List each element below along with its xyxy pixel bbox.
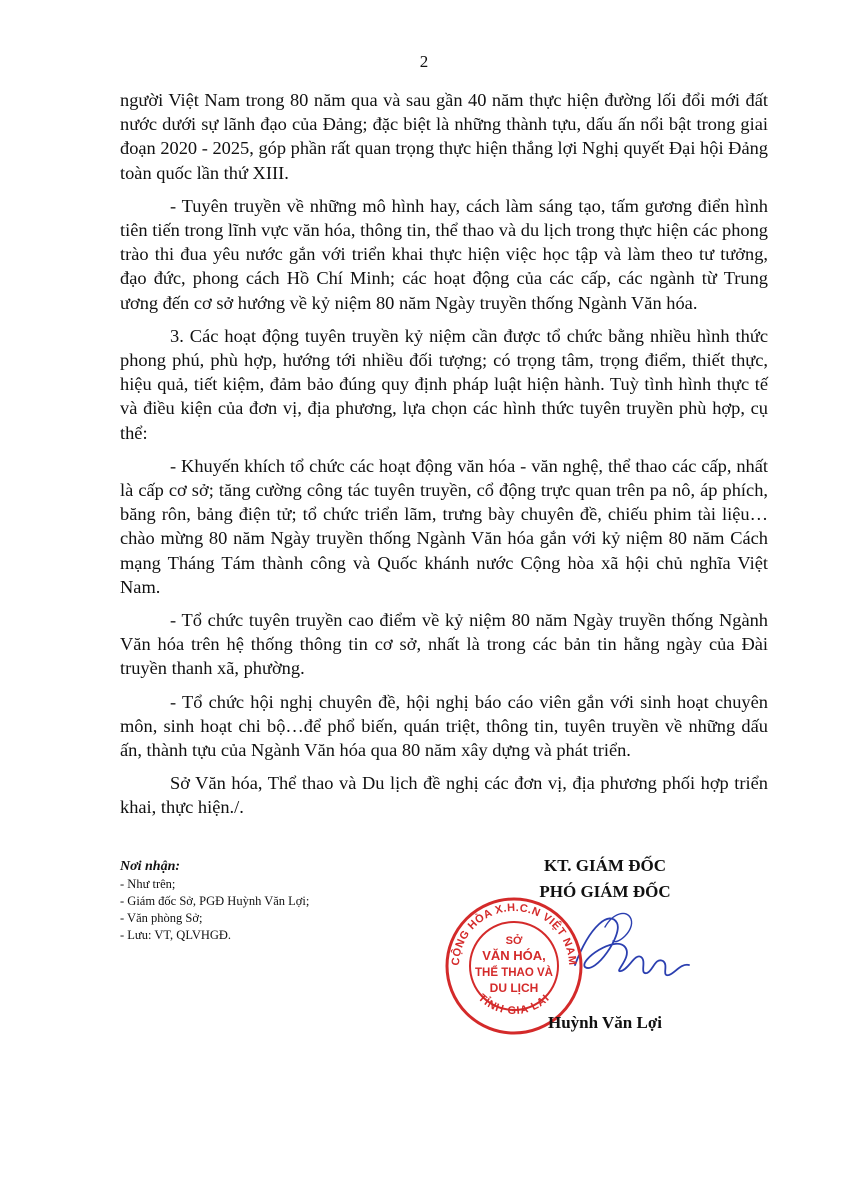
- stamp-center-line: VĂN HÓA,: [482, 948, 546, 963]
- signer-title-line2: PHÓ GIÁM ĐỐC: [539, 882, 671, 901]
- signer-name: Huỳnh Văn Lợi: [548, 1013, 662, 1032]
- paragraph: người Việt Nam trong 80 năm qua và sau gần 40 năm thực hiện đường lối đổi mới đất nước dưới sự lãnh đạo của Đảng; đặc biệt là những thành tựu, dấu ấn nổi bật trong giai đoạn 2020 - 2025, góp phần rất quan trọng thực hiện thắng lợi Nghị quyết Đại hội Đảng toàn quốc lần thứ XIII.: [120, 90, 768, 183]
- recipients-list: [120, 858, 440, 944]
- stamp-center-line: DU LỊCH: [489, 981, 539, 995]
- paragraph: 3. Các hoạt động tuyên truyền kỷ niệm cần được tổ chức bằng nhiều hình thức phong phú, phù hợp, hướng tới nhiều đối tượng; có trọng tâm, trọng điểm, thiết thực, hiệu quả, tiết kiệm, đảm bảo đúng quy định pháp luật hiện hành. Tuỳ tình hình thực tế và điều kiện của đơn vị, địa phương, lựa chọn các hình thức tuyên truyền phù hợp, cụ thể:: [120, 325, 768, 443]
- recipient-item: - Văn phòng Sở;: [120, 911, 203, 925]
- paragraph: - Tổ chức tuyên truyền cao điểm về kỷ niệm 80 năm Ngày truyền thống Ngành Văn hóa trên hệ thống thông tin cơ sở, nhất là trong các bản tin hằng ngày của Đài truyền thanh xã, phường.: [120, 610, 768, 679]
- recipient-item: - Lưu: VT, QLVHGĐ.: [120, 928, 232, 942]
- page-number: 2: [419, 52, 429, 71]
- recipient-item: - Như trên;: [120, 877, 176, 891]
- document-body: [120, 88, 768, 829]
- recipients-title: Nơi nhận:: [120, 859, 181, 874]
- paragraph: - Tuyên truyền về những mô hình hay, cách làm sáng tạo, tấm gương điển hình tiên tiến trong lĩnh vực văn hóa, thông tin, thể thao và du lịch trong thực hiện các phong trào thi đua yêu nước gắn với triển khai thực hiện việc học tập và làm theo tư tưởng, đạo đức, phong cách Hồ Chí Minh; các hoạt động của các cấp, các ngành từ Trung ương đến cơ sở hướng về kỷ niệm 80 năm Ngày truyền thống Ngành Văn hóa.: [120, 195, 768, 313]
- recipient-item: - Giám đốc Sở, PGĐ Huỳnh Văn Lợi;: [120, 894, 310, 908]
- paragraph: - Tổ chức hội nghị chuyên đề, hội nghị báo cáo viên gắn với sinh hoạt chuyên môn, sinh hoạt chi bộ…để phổ biến, quán triệt, thông tin, tuyên truyền về những dấu ấn, thành tựu của Ngành Văn hóa qua 80 năm xây dựng và phát triển.: [120, 691, 768, 761]
- signer-title-line1: KT. GIÁM ĐỐC: [544, 856, 666, 875]
- stamp-outer-text: CỘNG HÒA X.H.C.N VIỆT NAM: [449, 901, 579, 966]
- stamp-bottom-text: TỈNH GIA LAI: [475, 991, 553, 1018]
- paragraph: Sở Văn hóa, Thể thao và Du lịch đề nghị các đơn vị, địa phương phối hợp triển khai, thực hiện./.: [120, 773, 768, 818]
- stamp-center-line: SỞ: [505, 935, 523, 947]
- paragraph: - Khuyến khích tổ chức các hoạt động văn hóa - văn nghệ, thể thao các cấp, nhất là cấp cơ sở; tăng cường công tác tuyên truyền, cổ động trực quan trên pa nô, áp phích, băng rôn, bảng điện tử; tổ chức triển lãm, trưng bày chuyên đề, chiếu phim tài liệu…chào mừng 80 năm Ngày truyền thống Ngành Văn hóa gắn với kỷ niệm 80 năm Cách mạng Tháng Tám thành công và Quốc khánh nước Cộng hòa xã hội chủ nghĩa Việt Nam.: [120, 455, 768, 597]
- stamp-center-line: THỂ THAO VÀ: [475, 967, 553, 979]
